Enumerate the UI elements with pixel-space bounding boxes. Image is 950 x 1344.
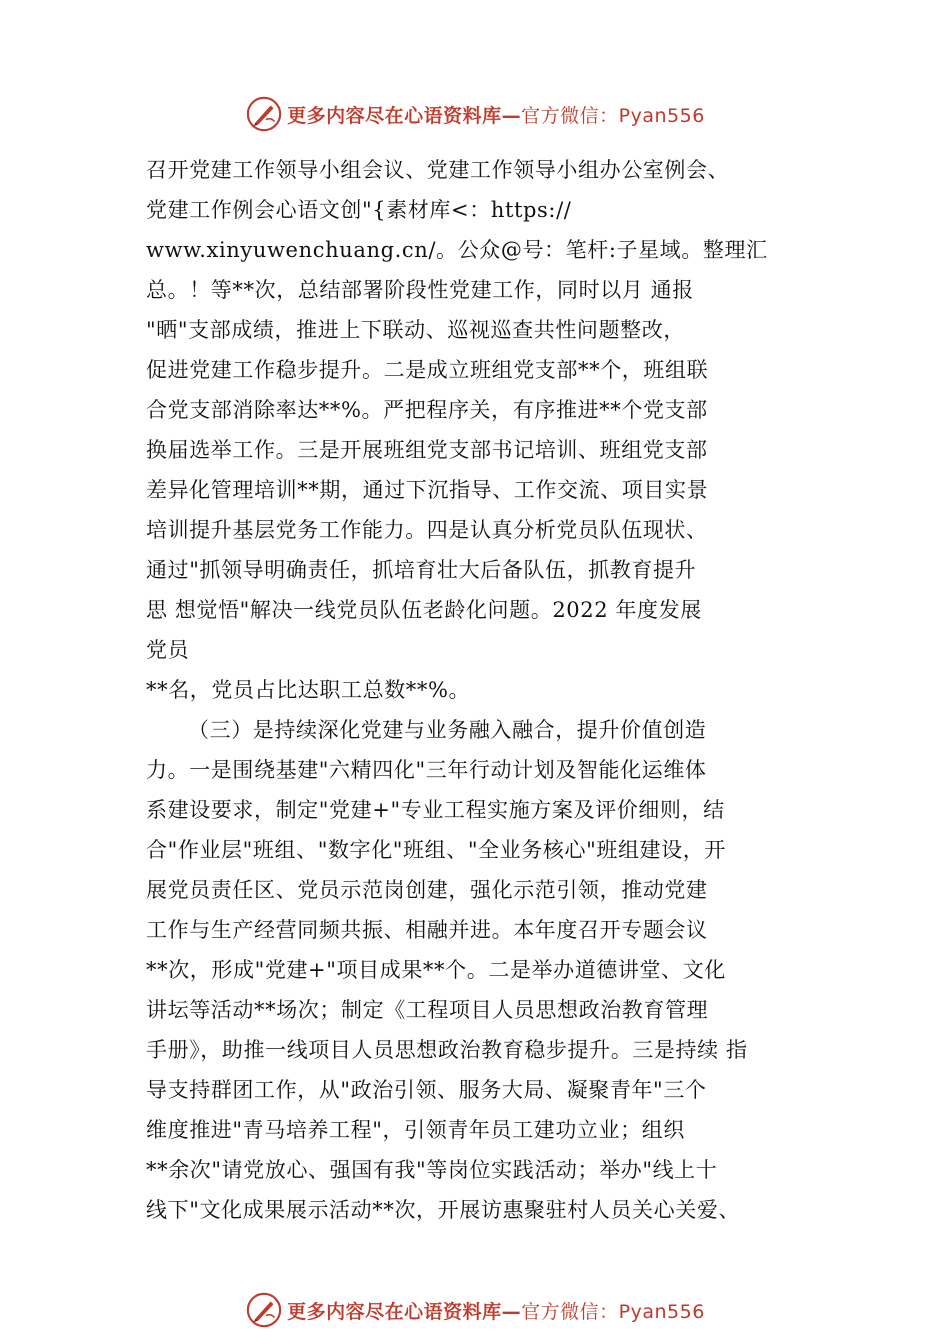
text-line: （三）是持续深化党建与业务融入融合，提升价值创造 [188,718,707,742]
footer-banner [0,1290,950,1330]
paragraph [146,710,826,1230]
text-line: 差异化管理培训**期，通过下沉指导、工作交流、项目实景 [146,478,709,502]
text-line: 召开党建工作领导小组会议、党建工作领导小组办公室例会、 [146,158,730,182]
text-line: 讲坛等活动**场次；制定《工程项目人员思想政治教育管理 [146,998,709,1022]
text-line: **余次"请党放心、强国有我"等岗位实践活动；举办"线上十 [146,1158,718,1182]
text-line: 促进党建工作稳步提升。二是成立班组党支部**个，班组联 [146,358,709,382]
text-line: 党员 [146,638,190,662]
text-line: 通过"抓领导明确责任，抓培育壮大后备队伍，抓教育提升 [146,558,697,582]
text-line: **名，党员占比达职工总数**%。 [146,678,471,702]
text-line: 总。！等**次，总结部署阶段性党建工作，同时以月 通报 [146,278,694,302]
text-line: 导支持群团工作，从"政治引领、服务大局、凝聚青年"三个 [146,1078,707,1102]
text-line: 力。一是围绕基建"六精四化"三年行动计划及智能化运维体 [146,758,707,782]
text-line: 线下"文化成果展示活动**次，开展访惠聚驻村人员关心关爱、 [146,1198,741,1222]
text-line: 系建设要求，制定"党建+"专业工程实施方案及评价细则，结 [146,798,725,822]
text-line: 思 想觉悟"解决一线党员队伍老龄化问题。2022 年度发展 [146,598,702,622]
text-line: 手册》，助推一线项目人员思想政治教育稳步提升。三是持续 指 [146,1038,748,1062]
pen-in-circle-icon [245,95,283,133]
paragraph [146,150,826,710]
pen-in-circle-icon [245,1291,283,1329]
text-line: www.xinyuwenchuang.cn/。公众@号：笔杆:子星域。整理汇 [146,238,768,262]
document-body [146,150,826,1230]
text-line: 维度推进"青马培养工程"，引领青年员工建功立业；组织 [146,1118,685,1142]
text-line: 工作与生产经营同频共振、相融并进。本年度召开专题会议 [146,918,708,942]
banner-text: 更多内容尽在心语资料库—官方微信：Pyan556 [287,1300,705,1323]
text-line: "晒"支部成绩，推进上下联动、巡视巡查共性问题整改， [146,318,685,342]
text-line: 换届选举工作。三是开展班组党支部书记培训、班组党支部 [146,438,708,462]
text-line: 党建工作例会心语文创"{素材库<：https:// [146,198,572,222]
header-banner [0,94,950,134]
text-line: 合党支部消除率达**%。严把程序关，有序推进**个党支部 [146,398,708,422]
text-line: 培训提升基层党务工作能力。四是认真分析党员队伍现状、 [146,518,708,542]
banner-text: 更多内容尽在心语资料库—官方微信：Pyan556 [287,104,705,127]
text-line: **次，形成"党建+"项目成果**个。二是举办道德讲堂、文化 [146,958,726,982]
text-line: 展党员责任区、党员示范岗创建，强化示范引领，推动党建 [146,878,708,902]
text-line: 合"作业层"班组、"数字化"班组、"全业务核心"班组建设，开 [146,838,726,862]
